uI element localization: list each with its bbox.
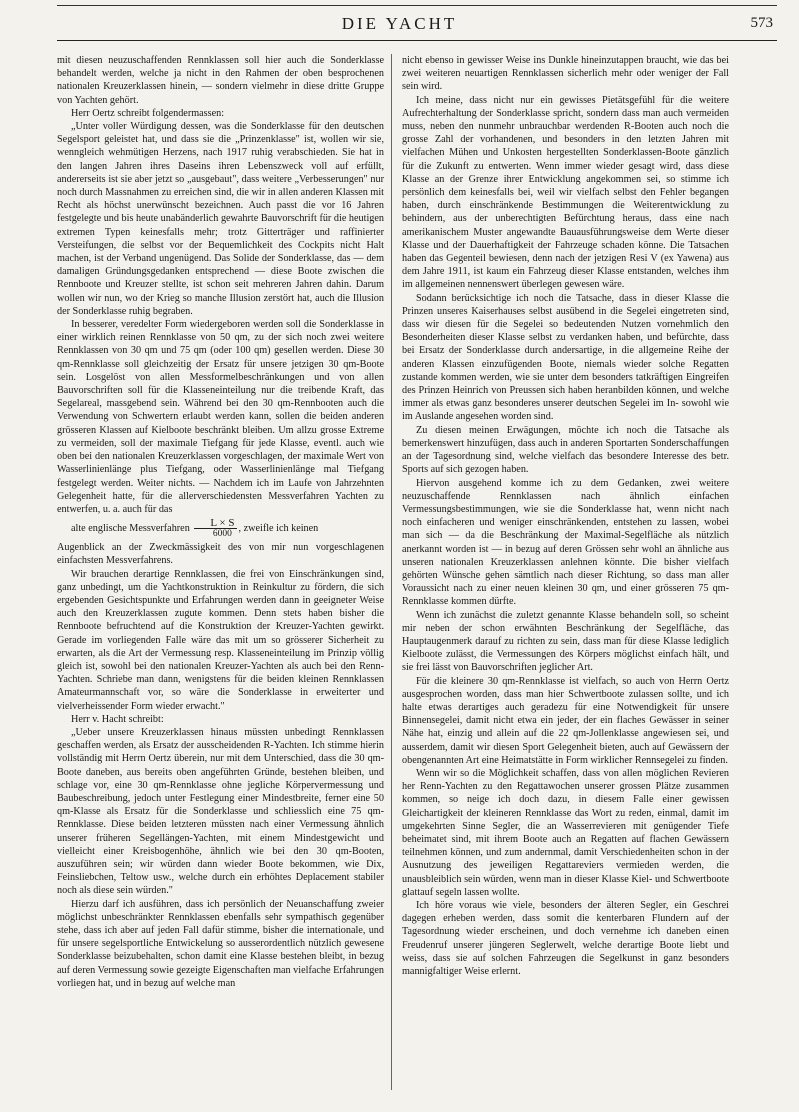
paragraph: Hiervon ausgehend komme ich zu dem Gedanken, zwei weitere neuzuschaffende Rennklassen nach ähnlich einfachen Vermessungsbestimmungen, wie sie die Sonderklasse hat, wenn nicht nach noch einfacheren und weniger einschränkenden, entstehen zu lassen, wobei man sich — da die Beschränkung der Maximal-Segelfläche als nützlich anerkannt worden ist — in bezug auf deren Grössen sehr wohl an ähnliche aus unseren nationalen Kreuzerklassen anlehnen könnte. Die bisher vielfach gehörten Wünsche gehen sämtlich nach dieser Richtung, so dass man aller Voraussicht nach zu einer neuen kleinen 30 qm, und einer grösseren 75 qm-Rennklasse kommen dürfte. — [402, 477, 729, 608]
formula-prefix: alte englische Messverfahren — [71, 522, 190, 534]
left-column — [57, 54, 384, 990]
paragraph: Herr Oertz schreibt folgendermassen: — [71, 107, 225, 119]
paragraph: mit diesen neuzuschaffenden Rennklassen soll hier auch die Sonderklasse behandelt werden, welche ja nicht in den Rahmen der oben besprochenen nationalen Kreuzerklassen hinein, — sondern vielmehr in diese dritte Gruppe von Yachten gehört. — [57, 55, 384, 106]
paragraph: Wenn wir so die Möglichkeit schaffen, dass von allen möglichen Revieren her Renn-Yachten zu den Regattawochen unserer grossen Plätze zusammen kommen, so neige ich doch dazu, in diesem Falle einer gewissen Gleichartigkeit der kleineren Rennklasse das Wort zu reden, einmal, damit im umgekehrten Sinne Segler, die an Wasserrevieren mit genügender Tiefe beheimatet sind, mit ihrem Boote auch an Regatten auf flachen Gewässern teilnehmen können, und zum andernmal, damit Verschiedenheiten schon in der Ausnutzung des jeweiligen Regattareviers vermieden werden, die unausbleiblich sein würden, wenn man in dieser Klasse Kiel- und Schwertboote glattauf segeln lassen wollte. — [402, 767, 729, 898]
paragraph: Hierzu darf ich ausführen, dass ich persönlich der Neuanschaffung zweier möglichst unbeschränkter Rennklassen ebenfalls sehr sympathisch gegenüber stehe, dass ich aber auf jeden Fall dafür stimme, bisher die internationale, und für unsere segelsportliche Entwickelung so ausserordentlich nützlich gewesene Sonderklasse beizubehalten, schon damit eine Klasse bestehen bleibt, in bezug auf deren Vermessung sowie gezeigte Eigenschaften man vielfache Erfahrungen vorliegen hat, und in bezug auf welche man — [57, 898, 384, 989]
header-rule — [57, 40, 777, 41]
formula-line — [57, 518, 384, 539]
paragraph: Herr v. Hacht schreibt: — [71, 713, 164, 725]
paragraph: Ich höre voraus wie viele, besonders der älteren Segler, ein Geschrei dagegen erheben werden, dass somit die kenterbaren Flundern auf der Tagesordnung wieder erscheinen, und doch vernehme ich daneben einen Freudenruf unserer jüngeren Seglerwelt, welche derartige Boote liebt und weiss, dass sie auf solchen Fahrzeugen die Segelkunst in ganz besonders mannigfaltiger Weise erlernt. — [402, 900, 729, 978]
paragraph: Für die kleinere 30 qm-Rennklasse ist vielfach, so auch von Herrn Oertz ausgesprochen worden, dass man hier Schwertboote zulassen sollte, und ich halte etwas derartiges auch geradezu für eine Notwendigkeit für unsere Binnensegelei, damit nicht etwa ein jeder, der ein flaches Gewässer in seiner Nähe hat, einzig und allein auf die 22 qm-Jollenklasse angewiesen sei, und ausserdem, damit wir diesen Sport Gelegenheit bieten, auch auf Gewässern der obengenannten Art eine Heimatstätte in Form wirklicher Rennsegelei zu finden. — [402, 675, 729, 766]
formula-fraction — [194, 518, 236, 539]
paragraph: nicht ebenso in gewisser Weise ins Dunkle hineinzutappen braucht, wie das bei zwei weiteren neuartigen Rennklassen sicherlich mehr oder weniger der Fall sein wird. — [402, 55, 729, 93]
paragraph: Zu diesen meinen Erwägungen, möchte ich noch die Tatsache als bemerkenswert hinzufügen, dass auch in anderen Sportarten Sonderschaffungen an der Tagesordnung sind, welche vielfach das besondere Interesse des betr. Sports auf sich gezogen haben. — [402, 424, 729, 476]
paragraph: „Unter voller Würdigung dessen, was die Sonderklasse für den deutschen Segelsport geleistet hat, und dass sie die „Prinzenklasse" ist, wollen wir sie, wenngleich wehmütigen Herzens, nach 1917 ruhig verabschieden. Sie hat in den langen Jahren ihres Daseins ihren Lebenszweck voll auf erfüllt, andererseits ist sie aber jetzt so „ausgebaut", dass weitere „Verbesserungen" nur noch durch Massnahmen zu erreichen sind, die wir in allen anderen Klassen mit Recht als höchst unerwünscht bezeichnen. Auch passt die vor 16 Jahren festgelegte und bis heute unabänderlich gewahrte Bauvorschrift für die heutigen extremen Typen keinesfalls mehr; trotz Gitterträger und raffinierter Versteifungen, die selbst vor der Bequemlichkeit des Cockpits nicht Halt machen, ist der Verband ungenügend. Das Solide der Sonderklasse, das — dem damaligen Gründungsgedanken entsprechend — diese Boote zwischen die Rennboote und Kreuzer stellte, ist schon seit mehreren Jahren dahin. Darum wollen wir nun, wo der Krieg so manche Illusion zerstört hat, auch die Illusion der Sonderklasse ruhig begraben. — [57, 121, 384, 317]
paragraph: Augenblick an der Zweckmässigkeit des von mir nun vorgeschlagenen einfachsten Messverfahrens. — [57, 542, 384, 567]
page-number: 573 — [750, 15, 773, 31]
paragraph: Wir brauchen derartige Rennklassen, die frei von Einschränkungen sind, ganz unbedingt, um die Yachtkonstruktion in Reinkultur zu fördern, die sich ergebenden Gesichtspunkte und Erfahrungen werden dann in geeigneter Weise auch den Kreuzerklassen zugute kommen. Denn stets haben bisher die Rennboote befruchtend auf die Konstruktion der Kreuzer-Yachten gewirkt. Gerade im vorliegenden Falle wäre das mit um so grösserer Sicherheit zu erwarten, als die Art der Vermessung resp. Klasseneinteilung im Prinzip völlig gleich ist, sowohl bei den nationalen Kreuzer-Yachten als auch bei den Renn-Yachten. Schriebe man dann, wenigstens für die beiden kleinen Rennklassen Amateurmannschaft vor, so wäre die Sonderklasse in erweiterter und vielverheissender Form wieder erwacht." — [57, 568, 384, 712]
paragraph: Sodann berücksichtige ich noch die Tatsache, dass in dieser Klasse die Prinzen unseres Kaiserhauses selbst ausübend in die Segelei eingetreten sind, dass wir diesen für die Segelei so bedeutenden Nutzen vornehmlich den Besonderheiten dieser Klasse selbst zu verdanken haben, und befürchte, dass bei Ersatz der Sonderklasse durch andersartige, in die allgemeine Reihe der anderen Klassen einzufügenden Boote, niemals wieder solche Regatten zustande kommen werden, wie sie unter dem besonders tatkräftigen Eingreifen des Prinzen Heinrich von Preussen sich haben heranbilden können, und welche immer als etwas ganz besonderes unserer deutschen Segelei im In- sowohl wie im Auslande angesehen worden sind. — [402, 292, 729, 423]
formula-numerator: L × S — [194, 518, 236, 529]
paragraph: „Ueber unsere Kreuzerklassen hinaus müssten unbedingt Rennklassen geschaffen werden, als Ersatz der ausscheidenden R-Yachten. Ich stimme hierin vollständig mit Herrn Oertz überein, nur mit dem Unterschied, dass die 30 qm-Boote daneben, aus bereits oben angeführten Gründe, bestehen bleiben, und schlage vor, eine 30 qm-Rennklasse ohne jegliche Körpervermessung und Baubeschreibung, jedoch unter Festlegung einer Mindestbreite, ferner eine 50 qm-Klasse als Ersatz für die Sonderklasse und schliesslich eine 75 qm-Rennklasse. Diese beiden letzteren müssten nach einer Vermessung ähnlich unserer früheren Segellängen-Yachten, mit einem Mindestgewicht und vielleicht einer Kreisbogenhöhe, ähnlich wie bei den 30 qm-Booten, auszuführen sein; wir würden dann wieder Boote bekommen, wie Dix, Feinsliebchen, Teltow usw., welche durch ein erhöhtes Deplacement stabiler noch als diese sein würden." — [57, 726, 384, 897]
journal-title: DIE YACHT — [341, 14, 458, 33]
paragraph: Ich meine, dass nicht nur ein gewisses Pietätsgefühl für die weitere Aufrechterhaltung der Sonderklasse spricht, sondern dass man auch vermeiden muss, neben den nunmehr unbrauchbar werdenden R-Booten auch noch die grosse Zahl der vorhandenen, und besonders in den letzten Jahren mit vielfachen Mühen und Unkosten hergestellten Sonderklassen-Boote gänzlich für die Zukunft zu entwerten. Wenn immer wieder gesagt wird, dass diese Klasse an der Grenze ihrer Entwicklung angekommen sei, so stimme ich persönlich dem keinesfalls bei, weil wir vielfach selbst den Fehler begangen haben, durch einschränkende Bestimmungen die Weiterentwicklung zu behindern, aus der unberechtigten Befürchtung heraus, dass eine nach amerikanischem Muster angewandte Bauausführungsweise dem Werte dieser Klasse und der Dauerhaftigkeit der Fahrzeuge schaden könne. Die Tatsachen haben das Gegenteil bewiesen, denn nach der jetzigen Resi V (ex Yawena) aus dem Jahre 1911, ist kaum ein Fahrzeug dieser Klasse entstanden, welches ihm im allgemeinen nennenswert überlegen gewesen wäre. — [402, 94, 729, 291]
formula-suffix: , zweifle ich keinen — [238, 522, 319, 534]
paragraph: In besserer, veredelter Form wiedergeboren werden soll die Sonderklasse in einer wirklich reinen Rennklasse von 50 qm, zu der sich noch zwei weitere Rennklassen von 30 qm und 75 qm (oder 100 qm) gesellen werden. Diese 30 qm-Rennklasse soll gleichzeitig der Ersatz für unsere jetzigen 30 qm-Boote sein. Losgelöst von allen Messformelbeschränkungen und von allen Bauvorschriften soll für die Klasseneinteilung nur die treibende Kraft, das Segelareal, massgebend sein. Während bei den 30 qm-Rennbooten auch die Verwendung von Schwertern erlaubt werden kann, sollen die beiden anderen grösseren Klassen auf Kielboote beschränkt bleiben. Um allzu grosse Extreme zu vermeiden, soll der maximale Tiefgang für jede Klasse, eventl. auch wie oben bei den nationalen Kreuzerklassen vorgeschlagen, der maximale Wert von Wasserlinienlänge plus Tiefgang, oder Wasserlinienlänge mal Tiefgang festgelegt werden. Weiter nichts. — Nachdem ich im Laufe von Jahrzehnten Gelegenheit hatte, für die allerverschiedensten Messverfahren Yachten zu entwerfen, u. a. auch für das — [57, 319, 384, 515]
column-divider — [391, 54, 392, 1090]
paragraph: Wenn ich zunächst die zuletzt genannte Klasse behandeln soll, so scheint mir neben der schon erwähnten Beschränkung der Segelfläche, das Hauptaugenmerk darauf zu richten zu sein, dass man für diese Klasse lediglich Kielboote zulässt, die Vermessungen des Körpers möglichst einfach hält, und sie frei lässt von Bauvorschriften jeglicher Art. — [402, 609, 729, 674]
right-column — [402, 54, 729, 978]
top-rule — [57, 5, 777, 6]
formula-denominator: 6000 — [212, 529, 232, 540]
